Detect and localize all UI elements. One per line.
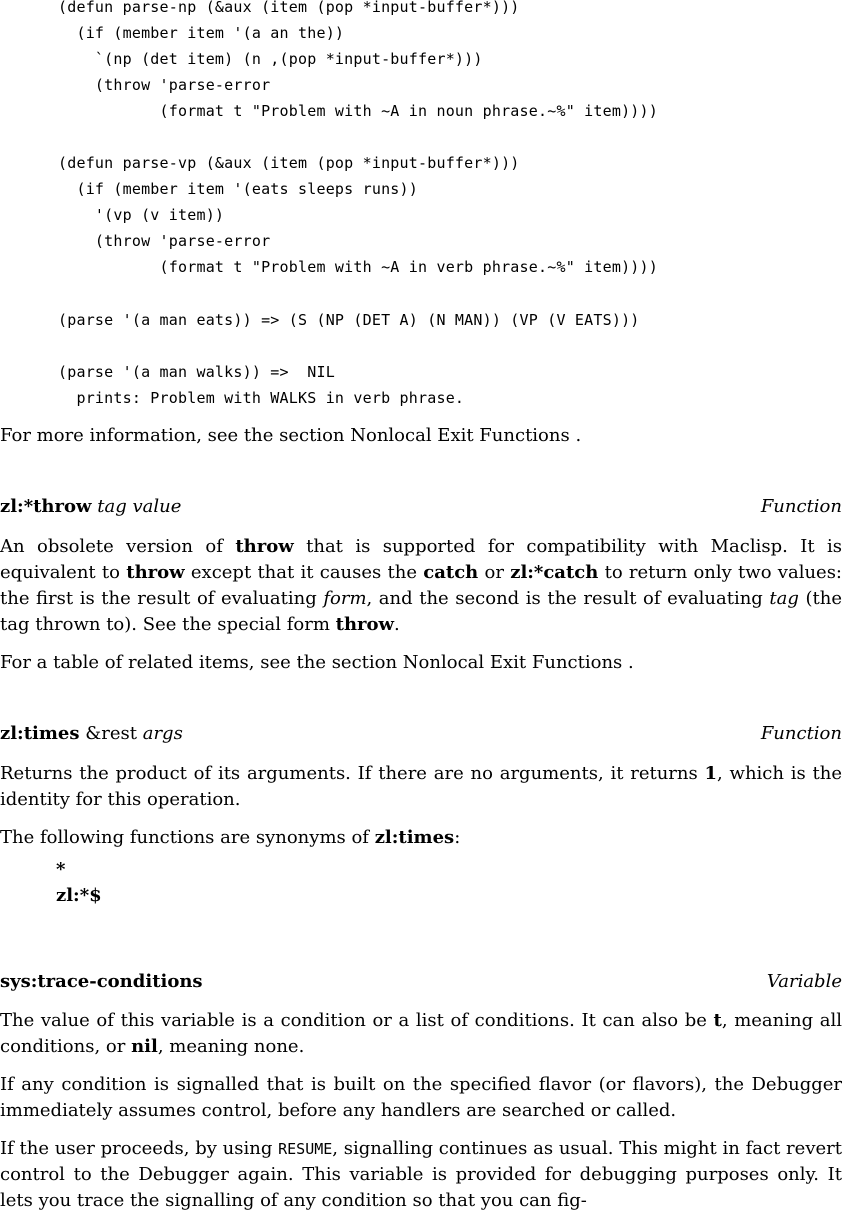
throw-description: An obsolete version of throw that is supported for compatibility with Maclisp. It is equivalent to throw except that it causes the catch or zl:*catch to return only two values: the first is the result of evaluating form, and the second is the result of evaluating tag (the tag thrown to). See the special form throw.: [0, 536, 842, 635]
entry-signature: [0, 971, 203, 992]
throw-see-also: For a table of related items, see the section Nonlocal Exit Functions .: [0, 652, 634, 673]
code-line: (defun parse-np (&aux (item (pop *input-buffer*))): [58, 0, 520, 16]
entry-rest-keyword: &rest: [85, 723, 137, 744]
trace-debugger-paragraph: If any condition is signalled that is built on the specified flavor (or flavors), the Debugger immediately assumes control, before any handlers are searched or called.: [0, 1074, 842, 1121]
code-line: prints: Problem with WALKS in verb phrase.: [58, 389, 465, 407]
entry-kind: Function: [760, 723, 842, 744]
trace-resume-paragraph: If the user proceeds, by using RESUME, signalling continues as usual. This might in fact revert control to the Debugger again. This variable is provided for debugging purposes only. It lets you trace the signalling of any condition so that you can fig-: [0, 1138, 842, 1211]
resume-key: RESUME: [278, 1140, 333, 1158]
code-line: (throw 'parse-error: [58, 232, 271, 250]
entry-signature: [0, 496, 181, 517]
code-line: (format t "Problem with ~A in noun phrase.~%" item)))): [58, 102, 658, 120]
see-also-nonlocal-exit: For more information, see the section Nonlocal Exit Functions .: [0, 425, 582, 446]
entry-header-throw: [0, 496, 842, 520]
code-line: (throw 'parse-error: [58, 76, 271, 94]
code-line: `(np (det item) (n ,(pop *input-buffer*))): [58, 50, 483, 68]
entry-name: zl:times: [0, 723, 80, 744]
times-description: Returns the product of its arguments. If there are no arguments, it returns 1, which is the identity for this operation.: [0, 763, 842, 810]
entry-name: zl:*throw: [0, 496, 92, 517]
code-line: (parse '(a man eats)) => (S (NP (DET A) (N MAN)) (VP (V EATS))): [58, 311, 640, 329]
entry-args: args: [142, 723, 183, 744]
entry-name: sys:trace-conditions: [0, 971, 203, 992]
entry-kind: Function: [760, 496, 842, 517]
code-line: (parse '(a man walks)) => NIL: [58, 363, 335, 381]
times-synonyms-intro: The following functions are synonyms of zl:times:: [0, 827, 461, 848]
entry-header-trace-conditions: [0, 971, 842, 995]
entry-args: tag value: [97, 496, 182, 517]
trace-description: The value of this variable is a condition or a list of conditions. It can also be t, meaning all conditions, or nil, meaning none.: [0, 1010, 842, 1057]
synonym-item: zl:*$: [56, 885, 102, 906]
entry-signature: [0, 723, 183, 744]
synonym-item: *: [56, 859, 66, 880]
code-line: (if (member item '(eats sleeps runs)): [58, 180, 418, 198]
code-line: (format t "Problem with ~A in verb phrase.~%" item)))): [58, 258, 658, 276]
code-line: '(vp (v item)): [58, 206, 225, 224]
entry-kind: Variable: [766, 971, 842, 992]
entry-header-times: [0, 723, 842, 747]
code-line: (defun parse-vp (&aux (item (pop *input-buffer*))): [58, 154, 520, 172]
code-line: (if (member item '(a an the)): [58, 24, 345, 42]
